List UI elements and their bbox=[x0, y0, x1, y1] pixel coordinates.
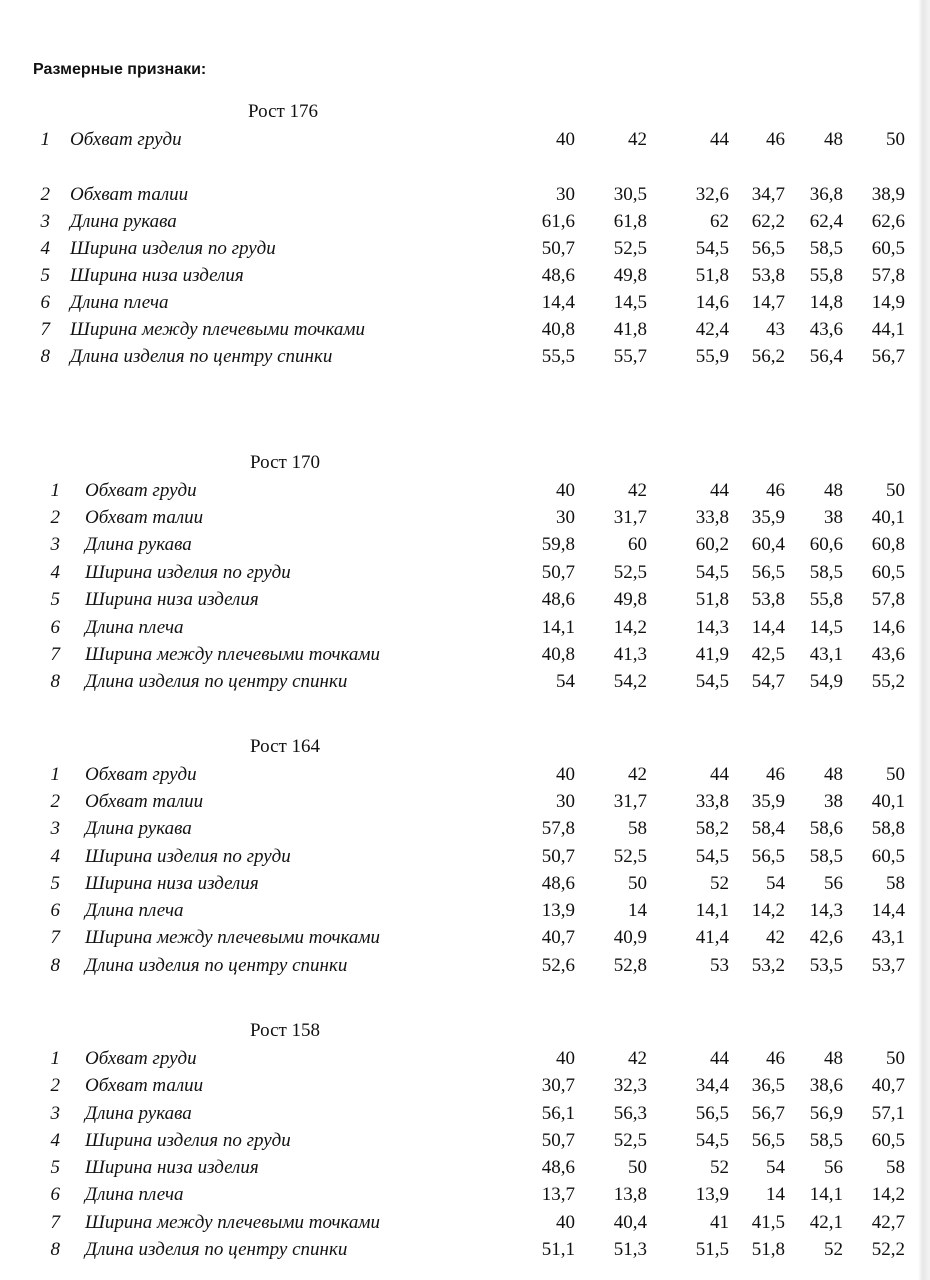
size-value: 50,7 bbox=[541, 238, 575, 259]
size-value: 54,2 bbox=[613, 671, 647, 692]
size-value: 54 bbox=[766, 1157, 785, 1178]
size-value: 53,5 bbox=[809, 955, 843, 976]
row-label: Ширина изделия по груди bbox=[85, 846, 291, 867]
size-value: 14,1 bbox=[809, 1184, 843, 1205]
size-value: 53,8 bbox=[751, 589, 785, 610]
row-number: 3 bbox=[40, 211, 50, 232]
size-value: 44 bbox=[710, 764, 729, 785]
row-number: 5 bbox=[50, 589, 60, 610]
size-value: 30 bbox=[556, 791, 575, 812]
size-value: 52 bbox=[710, 1157, 729, 1178]
size-value: 44 bbox=[710, 1048, 729, 1069]
size-value: 41,4 bbox=[695, 927, 729, 948]
row-label: Длина изделия по центру спинки bbox=[85, 1239, 348, 1260]
size-value: 13,8 bbox=[613, 1184, 647, 1205]
size-value: 40 bbox=[556, 1212, 575, 1233]
row-number: 1 bbox=[50, 480, 60, 501]
size-value: 30 bbox=[556, 184, 575, 205]
size-value: 14,2 bbox=[751, 900, 785, 921]
size-value: 60 bbox=[628, 534, 647, 555]
size-value: 43,6 bbox=[809, 319, 843, 340]
size-value: 48 bbox=[824, 129, 843, 150]
size-value: 62 bbox=[710, 211, 729, 232]
size-value: 40,8 bbox=[541, 319, 575, 340]
table-row bbox=[0, 790, 930, 814]
size-value: 38,9 bbox=[871, 184, 905, 205]
row-number: 7 bbox=[50, 927, 60, 948]
row-number: 4 bbox=[50, 846, 60, 867]
size-value: 50 bbox=[628, 1157, 647, 1178]
size-value: 55,8 bbox=[809, 589, 843, 610]
size-value: 14,3 bbox=[695, 617, 729, 638]
row-number: 4 bbox=[50, 1130, 60, 1151]
size-value: 34,4 bbox=[695, 1075, 729, 1096]
size-value: 62,4 bbox=[809, 211, 843, 232]
size-value: 32,3 bbox=[613, 1075, 647, 1096]
size-value: 56,5 bbox=[751, 1130, 785, 1151]
size-value: 43 bbox=[766, 319, 785, 340]
size-value: 54 bbox=[766, 873, 785, 894]
row-label: Обхват талии bbox=[85, 791, 204, 812]
size-value: 59,8 bbox=[541, 534, 575, 555]
table-row bbox=[0, 345, 930, 369]
size-value: 41,5 bbox=[751, 1212, 785, 1233]
row-number: 4 bbox=[50, 562, 60, 583]
size-value: 52,5 bbox=[613, 1130, 647, 1151]
size-value: 43,6 bbox=[871, 644, 905, 665]
table-row bbox=[0, 588, 930, 612]
size-value: 60,8 bbox=[871, 534, 905, 555]
size-value: 14,1 bbox=[695, 900, 729, 921]
size-value: 14,5 bbox=[809, 617, 843, 638]
row-number: 8 bbox=[50, 671, 60, 692]
size-value: 13,9 bbox=[541, 900, 575, 921]
row-label: Длина рукава bbox=[85, 534, 192, 555]
row-number: 6 bbox=[50, 617, 60, 638]
table-row bbox=[0, 237, 930, 261]
size-value: 61,6 bbox=[541, 211, 575, 232]
size-value: 55,8 bbox=[809, 265, 843, 286]
size-value: 14,4 bbox=[751, 617, 785, 638]
size-value: 33,8 bbox=[695, 791, 729, 812]
size-value: 50,7 bbox=[541, 1130, 575, 1151]
page-title: Размерные признаки: bbox=[33, 61, 207, 78]
row-label: Ширина между плечевыми точками bbox=[85, 644, 381, 665]
size-value: 50,7 bbox=[541, 846, 575, 867]
row-label: Длина рукава bbox=[70, 211, 177, 232]
size-value: 42,1 bbox=[809, 1212, 843, 1233]
size-value: 40 bbox=[556, 480, 575, 501]
size-value: 44 bbox=[710, 129, 729, 150]
row-number: 6 bbox=[40, 292, 50, 313]
row-label: Длина плеча bbox=[85, 1184, 184, 1205]
size-value: 55,9 bbox=[695, 346, 729, 367]
table-row bbox=[0, 1074, 930, 1098]
size-value: 54,9 bbox=[809, 671, 843, 692]
table-row bbox=[0, 1156, 930, 1180]
row-number: 8 bbox=[50, 955, 60, 976]
size-value: 52 bbox=[710, 873, 729, 894]
size-value: 50 bbox=[886, 129, 905, 150]
size-value: 14,5 bbox=[613, 292, 647, 313]
table-row bbox=[0, 479, 930, 503]
size-value: 14,1 bbox=[541, 617, 575, 638]
row-label: Длина рукава bbox=[85, 1103, 192, 1124]
size-value: 52,2 bbox=[871, 1239, 905, 1260]
table-row bbox=[0, 817, 930, 841]
size-value: 40,1 bbox=[871, 507, 905, 528]
size-value: 43,1 bbox=[809, 644, 843, 665]
row-number: 8 bbox=[40, 346, 50, 367]
size-value: 51,1 bbox=[541, 1239, 575, 1260]
table-row bbox=[0, 1102, 930, 1126]
row-number: 8 bbox=[50, 1239, 60, 1260]
size-value: 30,7 bbox=[541, 1075, 575, 1096]
size-value: 14,4 bbox=[541, 292, 575, 313]
size-value: 14,2 bbox=[871, 1184, 905, 1205]
size-value: 48 bbox=[824, 764, 843, 785]
size-value: 50 bbox=[886, 1048, 905, 1069]
size-value: 56 bbox=[824, 1157, 843, 1178]
size-value: 58,8 bbox=[871, 818, 905, 839]
table-row bbox=[0, 506, 930, 530]
size-value: 54,5 bbox=[695, 671, 729, 692]
size-value: 57,8 bbox=[541, 818, 575, 839]
size-value: 54 bbox=[556, 671, 575, 692]
size-value: 31,7 bbox=[613, 507, 647, 528]
size-value: 42 bbox=[628, 1048, 647, 1069]
size-value: 48,6 bbox=[541, 589, 575, 610]
size-value: 53,7 bbox=[871, 955, 905, 976]
size-value: 52,5 bbox=[613, 846, 647, 867]
size-value: 48,6 bbox=[541, 1157, 575, 1178]
row-label: Длина плеча bbox=[85, 900, 184, 921]
size-value: 51,5 bbox=[695, 1239, 729, 1260]
size-value: 31,7 bbox=[613, 791, 647, 812]
size-value: 53,2 bbox=[751, 955, 785, 976]
size-value: 48,6 bbox=[541, 873, 575, 894]
section-title: Рост 170 bbox=[250, 452, 321, 473]
size-value: 38,6 bbox=[809, 1075, 843, 1096]
row-number: 5 bbox=[40, 265, 50, 286]
table-row bbox=[0, 1129, 930, 1153]
table-row bbox=[0, 954, 930, 978]
size-value: 38 bbox=[824, 507, 843, 528]
size-value: 56,7 bbox=[751, 1103, 785, 1124]
size-value: 41 bbox=[710, 1212, 729, 1233]
size-value: 56,5 bbox=[695, 1103, 729, 1124]
size-value: 55,5 bbox=[541, 346, 575, 367]
size-value: 58,5 bbox=[809, 238, 843, 259]
size-value: 40,7 bbox=[871, 1075, 905, 1096]
size-value: 58 bbox=[886, 873, 905, 894]
size-value: 40,4 bbox=[613, 1212, 647, 1233]
size-value: 50 bbox=[628, 873, 647, 894]
size-value: 40,1 bbox=[871, 791, 905, 812]
size-value: 50,7 bbox=[541, 562, 575, 583]
size-value: 58,6 bbox=[809, 818, 843, 839]
size-value: 42 bbox=[628, 129, 647, 150]
size-value: 30 bbox=[556, 507, 575, 528]
size-value: 46 bbox=[766, 1048, 785, 1069]
size-value: 42 bbox=[766, 927, 785, 948]
size-value: 40 bbox=[556, 129, 575, 150]
table-row bbox=[0, 291, 930, 315]
size-value: 46 bbox=[766, 480, 785, 501]
size-value: 60,4 bbox=[751, 534, 785, 555]
row-number: 3 bbox=[50, 1103, 60, 1124]
size-value: 52 bbox=[824, 1239, 843, 1260]
size-value: 13,7 bbox=[541, 1184, 575, 1205]
size-value: 14,2 bbox=[613, 617, 647, 638]
size-value: 34,7 bbox=[751, 184, 785, 205]
table-row bbox=[0, 1238, 930, 1262]
row-label: Длина рукава bbox=[85, 818, 192, 839]
row-number: 3 bbox=[50, 818, 60, 839]
size-value: 48 bbox=[824, 480, 843, 501]
row-label: Ширина низа изделия bbox=[85, 589, 259, 610]
size-value: 48,6 bbox=[541, 265, 575, 286]
size-value: 56,5 bbox=[751, 238, 785, 259]
section-title: Рост 164 bbox=[250, 736, 321, 757]
table-row bbox=[0, 1211, 930, 1235]
size-value: 36,5 bbox=[751, 1075, 785, 1096]
size-value: 44,1 bbox=[871, 319, 905, 340]
row-label: Длина плеча bbox=[85, 617, 184, 638]
size-value: 58 bbox=[886, 1157, 905, 1178]
size-value: 48 bbox=[824, 1048, 843, 1069]
size-value: 13,9 bbox=[695, 1184, 729, 1205]
size-value: 35,9 bbox=[751, 507, 785, 528]
size-value: 43,1 bbox=[871, 927, 905, 948]
row-label: Обхват груди bbox=[70, 129, 182, 150]
size-value: 30,5 bbox=[613, 184, 647, 205]
size-value: 56,5 bbox=[751, 846, 785, 867]
table-row bbox=[0, 183, 930, 207]
size-value: 62,6 bbox=[871, 211, 905, 232]
row-label: Ширина между плечевыми точками bbox=[85, 927, 381, 948]
size-value: 56,5 bbox=[751, 562, 785, 583]
row-label: Ширина изделия по груди bbox=[85, 1130, 291, 1151]
size-value: 57,1 bbox=[871, 1103, 905, 1124]
table-row bbox=[0, 616, 930, 640]
size-value: 54,5 bbox=[695, 1130, 729, 1151]
size-value: 40,7 bbox=[541, 927, 575, 948]
size-value: 58,5 bbox=[809, 1130, 843, 1151]
table-row bbox=[0, 643, 930, 667]
size-value: 49,8 bbox=[613, 265, 647, 286]
table-row bbox=[0, 926, 930, 950]
size-value: 42,7 bbox=[871, 1212, 905, 1233]
size-value: 32,6 bbox=[695, 184, 729, 205]
size-value: 44 bbox=[710, 480, 729, 501]
row-number: 2 bbox=[50, 507, 60, 528]
size-value: 46 bbox=[766, 129, 785, 150]
table-row bbox=[0, 872, 930, 896]
size-value: 41,3 bbox=[613, 644, 647, 665]
size-value: 51,8 bbox=[695, 589, 729, 610]
size-value: 56,1 bbox=[541, 1103, 575, 1124]
size-value: 60,5 bbox=[871, 238, 905, 259]
size-value: 56,3 bbox=[613, 1103, 647, 1124]
table-row bbox=[0, 533, 930, 557]
size-value: 60,5 bbox=[871, 1130, 905, 1151]
size-value: 56,9 bbox=[809, 1103, 843, 1124]
row-label: Обхват талии bbox=[85, 1075, 204, 1096]
size-value: 42,5 bbox=[751, 644, 785, 665]
row-number: 7 bbox=[50, 644, 60, 665]
size-value: 40 bbox=[556, 764, 575, 785]
table-row bbox=[0, 318, 930, 342]
size-value: 14 bbox=[628, 900, 647, 921]
size-value: 33,8 bbox=[695, 507, 729, 528]
size-value: 52,5 bbox=[613, 238, 647, 259]
size-value: 50 bbox=[886, 764, 905, 785]
row-label: Длина изделия по центру спинки bbox=[85, 955, 348, 976]
size-value: 51,8 bbox=[751, 1239, 785, 1260]
row-label: Обхват груди bbox=[85, 764, 197, 785]
row-label: Ширина низа изделия bbox=[85, 873, 259, 894]
size-value: 53 bbox=[710, 955, 729, 976]
size-value: 56,4 bbox=[809, 346, 843, 367]
size-value: 54,5 bbox=[695, 562, 729, 583]
size-value: 40 bbox=[556, 1048, 575, 1069]
size-value: 35,9 bbox=[751, 791, 785, 812]
row-number: 3 bbox=[50, 534, 60, 555]
row-number: 1 bbox=[40, 129, 50, 150]
size-value: 58,5 bbox=[809, 562, 843, 583]
size-value: 54,5 bbox=[695, 846, 729, 867]
size-value: 51,3 bbox=[613, 1239, 647, 1260]
table-row bbox=[0, 845, 930, 869]
size-value: 41,9 bbox=[695, 644, 729, 665]
size-value: 55,7 bbox=[613, 346, 647, 367]
size-value: 38 bbox=[824, 791, 843, 812]
row-number: 7 bbox=[50, 1212, 60, 1233]
table-row bbox=[0, 264, 930, 288]
section-title: Рост 176 bbox=[248, 101, 319, 122]
size-value: 14,9 bbox=[871, 292, 905, 313]
row-number: 6 bbox=[50, 900, 60, 921]
size-value: 52,6 bbox=[541, 955, 575, 976]
row-label: Обхват талии bbox=[70, 184, 189, 205]
size-value: 14,4 bbox=[871, 900, 905, 921]
row-label: Обхват груди bbox=[85, 480, 197, 501]
size-value: 55,2 bbox=[871, 671, 905, 692]
table-row bbox=[0, 128, 930, 152]
size-value: 36,8 bbox=[809, 184, 843, 205]
row-number: 5 bbox=[50, 1157, 60, 1178]
row-number: 6 bbox=[50, 1184, 60, 1205]
table-row bbox=[0, 670, 930, 694]
table-row bbox=[0, 763, 930, 787]
row-label: Ширина между плечевыми точками bbox=[85, 1212, 381, 1233]
size-value: 62,2 bbox=[751, 211, 785, 232]
row-label: Ширина низа изделия bbox=[70, 265, 244, 286]
size-value: 14,7 bbox=[751, 292, 785, 313]
size-value: 57,8 bbox=[871, 589, 905, 610]
size-value: 60,6 bbox=[809, 534, 843, 555]
row-label: Обхват талии bbox=[85, 507, 204, 528]
size-value: 52,5 bbox=[613, 562, 647, 583]
size-value: 53,8 bbox=[751, 265, 785, 286]
size-value: 60,5 bbox=[871, 846, 905, 867]
row-label: Длина изделия по центру спинки bbox=[85, 671, 348, 692]
size-value: 58,4 bbox=[751, 818, 785, 839]
size-value: 56,2 bbox=[751, 346, 785, 367]
size-value: 58,5 bbox=[809, 846, 843, 867]
row-number: 4 bbox=[40, 238, 50, 259]
row-label: Ширина изделия по груди bbox=[70, 238, 276, 259]
row-number: 1 bbox=[50, 764, 60, 785]
size-value: 42 bbox=[628, 764, 647, 785]
table-row bbox=[0, 1183, 930, 1207]
size-value: 42,4 bbox=[695, 319, 729, 340]
size-value: 58 bbox=[628, 818, 647, 839]
table-row bbox=[0, 899, 930, 923]
section-title: Рост 158 bbox=[250, 1020, 321, 1041]
row-label: Ширина низа изделия bbox=[85, 1157, 259, 1178]
row-label: Длина изделия по центру спинки bbox=[70, 346, 333, 367]
table-row bbox=[0, 561, 930, 585]
row-label: Обхват груди bbox=[85, 1048, 197, 1069]
size-value: 50 bbox=[886, 480, 905, 501]
size-value: 42,6 bbox=[809, 927, 843, 948]
size-value: 14,8 bbox=[809, 292, 843, 313]
row-number: 2 bbox=[40, 184, 50, 205]
size-value: 57,8 bbox=[871, 265, 905, 286]
size-value: 41,8 bbox=[613, 319, 647, 340]
size-value: 40,9 bbox=[613, 927, 647, 948]
row-label: Длина плеча bbox=[70, 292, 169, 313]
size-value: 60,2 bbox=[695, 534, 729, 555]
table-row bbox=[0, 210, 930, 234]
size-value: 54,5 bbox=[695, 238, 729, 259]
size-value: 61,8 bbox=[613, 211, 647, 232]
row-label: Ширина изделия по груди bbox=[85, 562, 291, 583]
size-value: 54,7 bbox=[751, 671, 785, 692]
row-number: 2 bbox=[50, 1075, 60, 1096]
size-value: 14,6 bbox=[871, 617, 905, 638]
table-row bbox=[0, 1047, 930, 1071]
size-value: 52,8 bbox=[613, 955, 647, 976]
size-value: 56,7 bbox=[871, 346, 905, 367]
row-number: 2 bbox=[50, 791, 60, 812]
row-number: 1 bbox=[50, 1048, 60, 1069]
size-value: 49,8 bbox=[613, 589, 647, 610]
row-label: Ширина между плечевыми точками bbox=[70, 319, 366, 340]
size-value: 58,2 bbox=[695, 818, 729, 839]
row-number: 5 bbox=[50, 873, 60, 894]
size-value: 14 bbox=[766, 1184, 785, 1205]
size-value: 40,8 bbox=[541, 644, 575, 665]
size-value: 14,3 bbox=[809, 900, 843, 921]
size-value: 51,8 bbox=[695, 265, 729, 286]
size-value: 46 bbox=[766, 764, 785, 785]
size-value: 60,5 bbox=[871, 562, 905, 583]
size-value: 42 bbox=[628, 480, 647, 501]
size-value: 14,6 bbox=[695, 292, 729, 313]
size-value: 56 bbox=[824, 873, 843, 894]
row-number: 7 bbox=[40, 319, 50, 340]
